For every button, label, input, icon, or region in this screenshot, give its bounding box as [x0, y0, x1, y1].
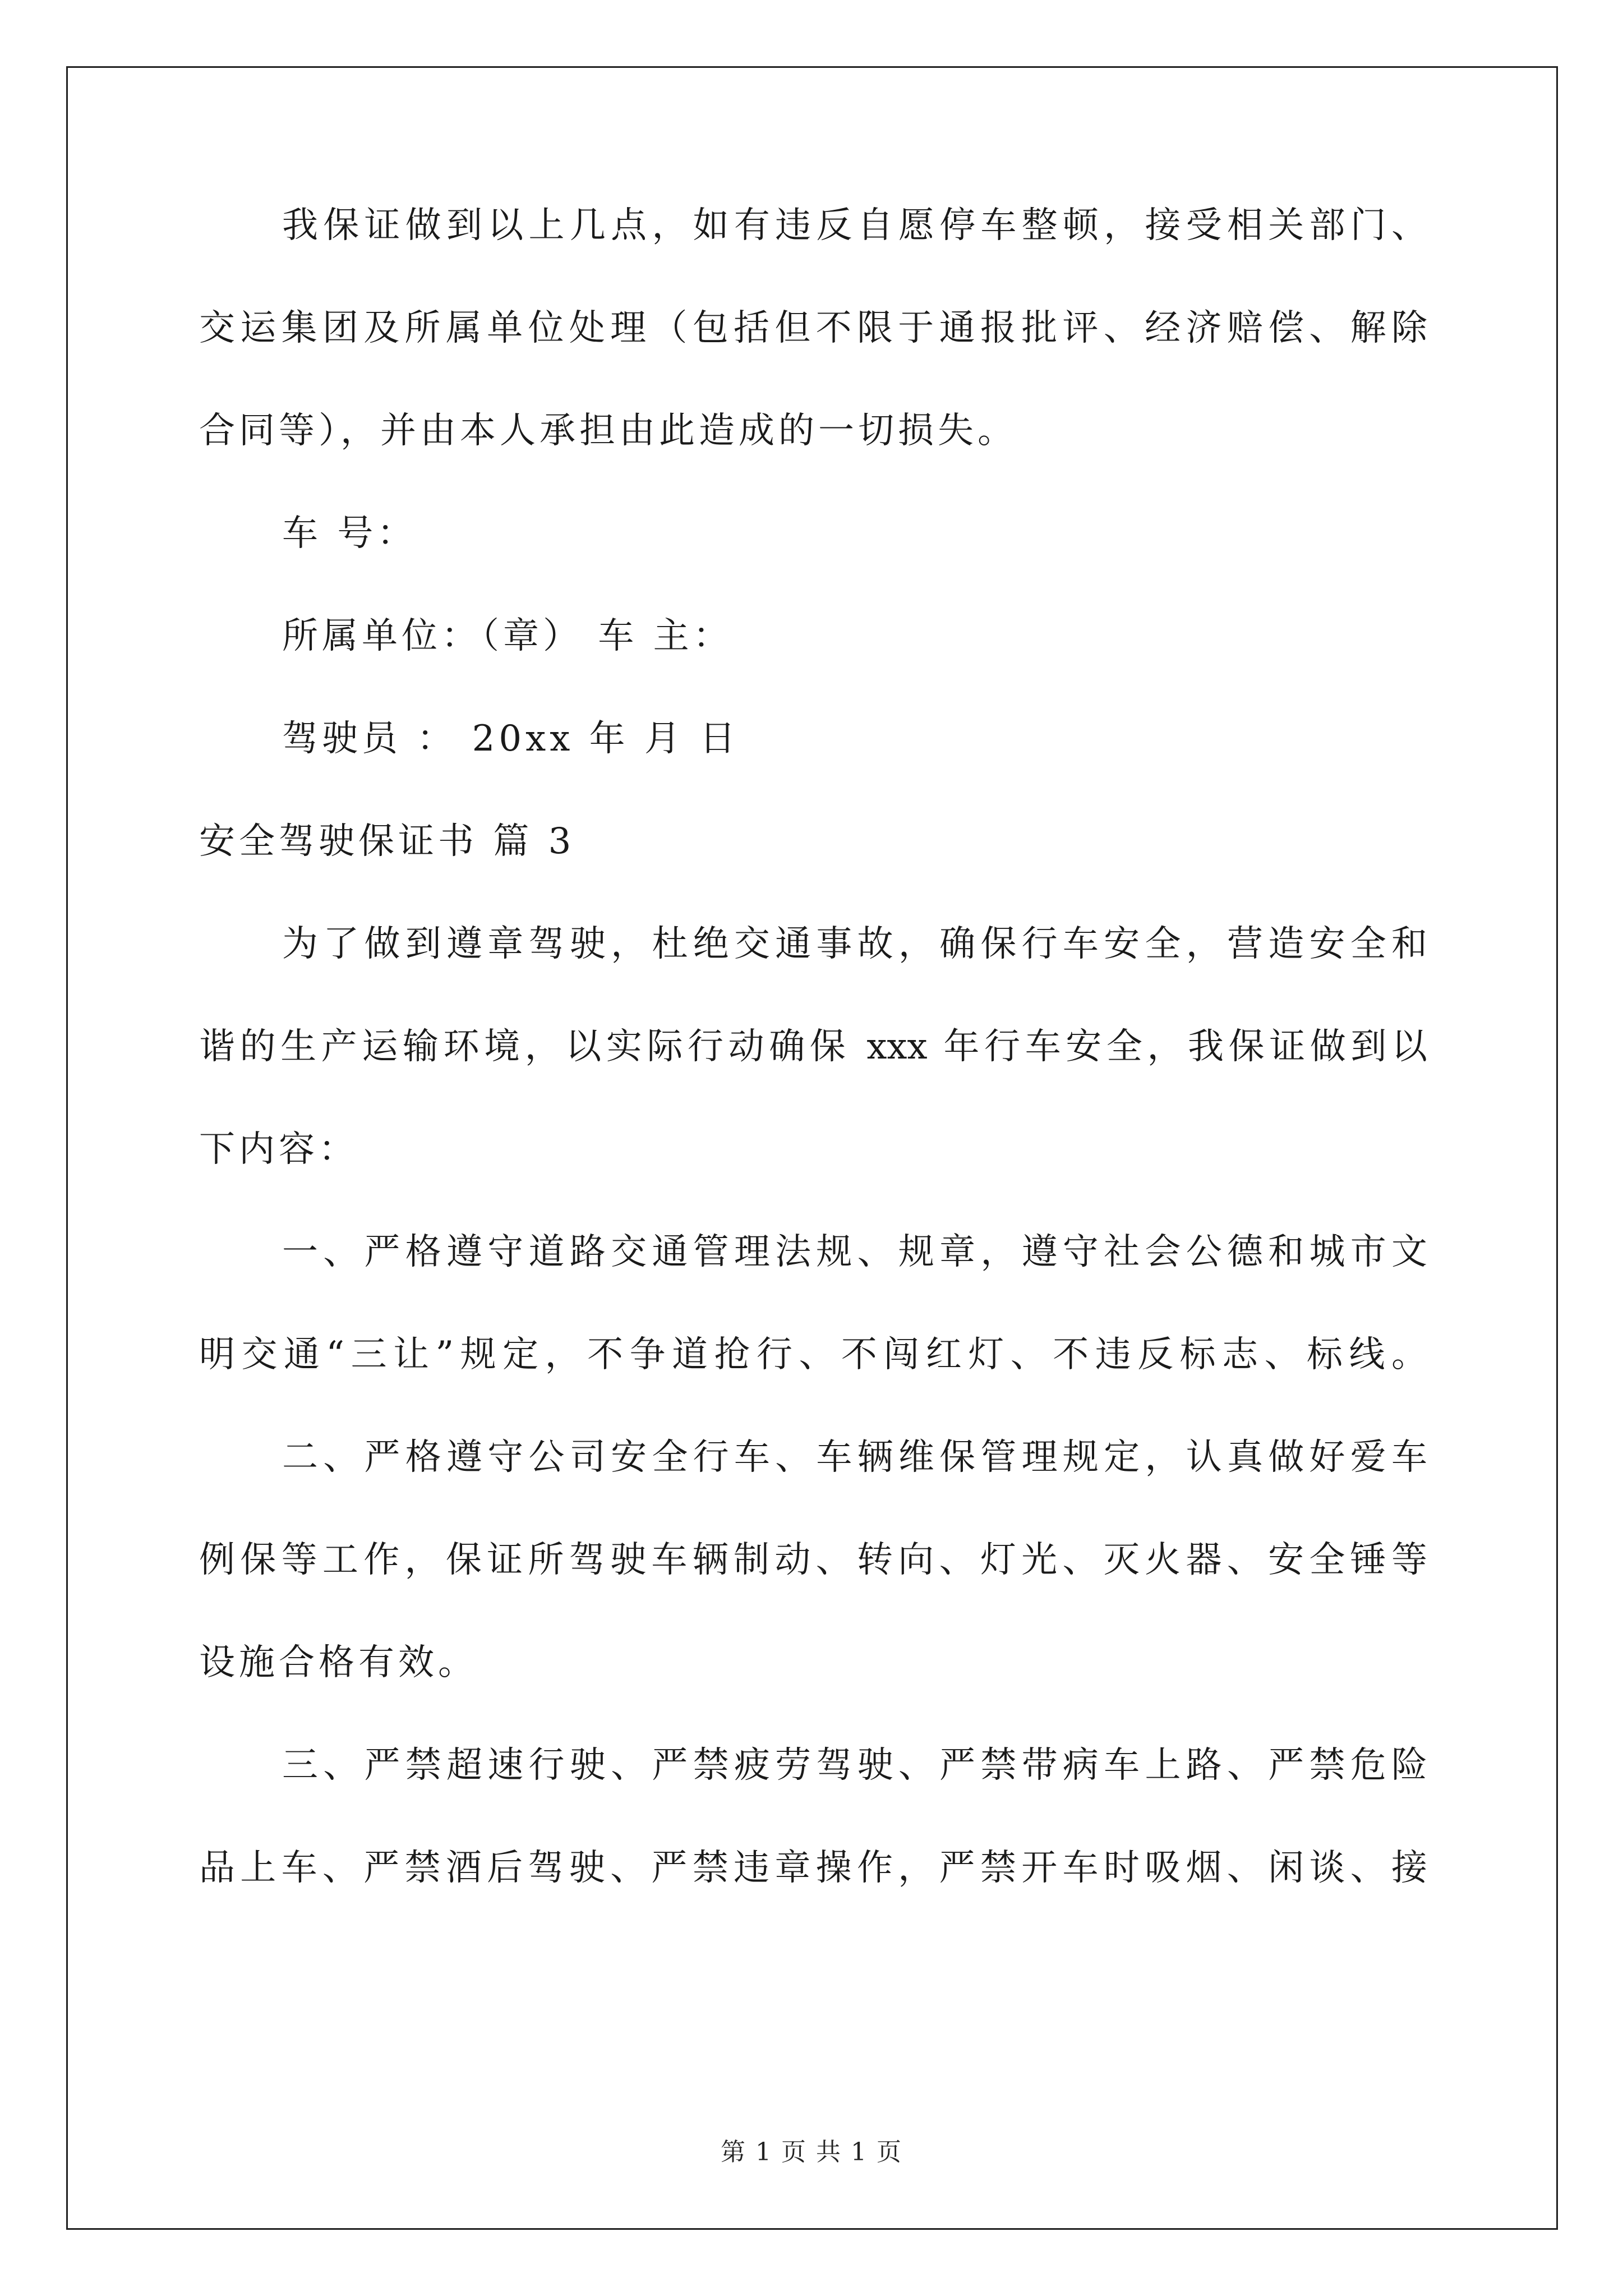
paragraph-line: 品上车、严禁酒后驾驶、严禁违章操作，严禁开车时吸烟、闲谈、接	[199, 1847, 1427, 1889]
paragraph-line: 一、严格遵守道路交通管理法规、规章，遵守社会公德和城市文	[282, 1231, 1427, 1273]
paragraph-line: 二、严格遵守公司安全行车、车辆维保管理规定，认真做好爱车	[282, 1437, 1427, 1478]
paragraph-line: 下内容：	[199, 1129, 358, 1170]
paragraph-line: 为了做到遵章驾驶，杜绝交通事故，确保行车安全，营造安全和	[282, 923, 1427, 965]
paragraph-line: 我保证做到以上几点，如有违反自愿停车整顿，接受相关部门、	[282, 205, 1427, 246]
paragraph-line: 三、严禁超速行驶、严禁疲劳驾驶、严禁带病车上路、严禁危险	[282, 1745, 1427, 1786]
paragraph-line: 谐的生产运输环境，以实际行动确保 xxx 年行车安全，我保证做到以	[199, 1026, 1427, 1068]
paragraph-line: 例保等工作，保证所驾驶车辆制动、转向、灯光、灭火器、安全锤等	[199, 1539, 1427, 1581]
field-driver-date: 驾驶员 ： 20xx 年 月 日	[282, 718, 740, 760]
paragraph-line: 合同等），并由本人承担由此造成的一切损失。	[199, 410, 1017, 452]
paragraph-line: 明交通“三让”规定，不争道抢行、不闯红灯、不违反标志、标线。	[199, 1334, 1427, 1375]
paragraph-line: 交运集团及所属单位处理（包括但不限于通报批评、经济赔偿、解除	[199, 307, 1427, 349]
field-unit-owner: 所属单位：（章） 车 主：	[282, 615, 733, 657]
section-heading: 安全驾驶保证书 篇 3	[199, 821, 575, 862]
field-vehicle-number: 车 号：	[282, 513, 417, 554]
page-footer: 第 1 页 共 1 页	[721, 2138, 902, 2166]
paragraph-line: 设施合格有效。	[199, 1642, 478, 1683]
